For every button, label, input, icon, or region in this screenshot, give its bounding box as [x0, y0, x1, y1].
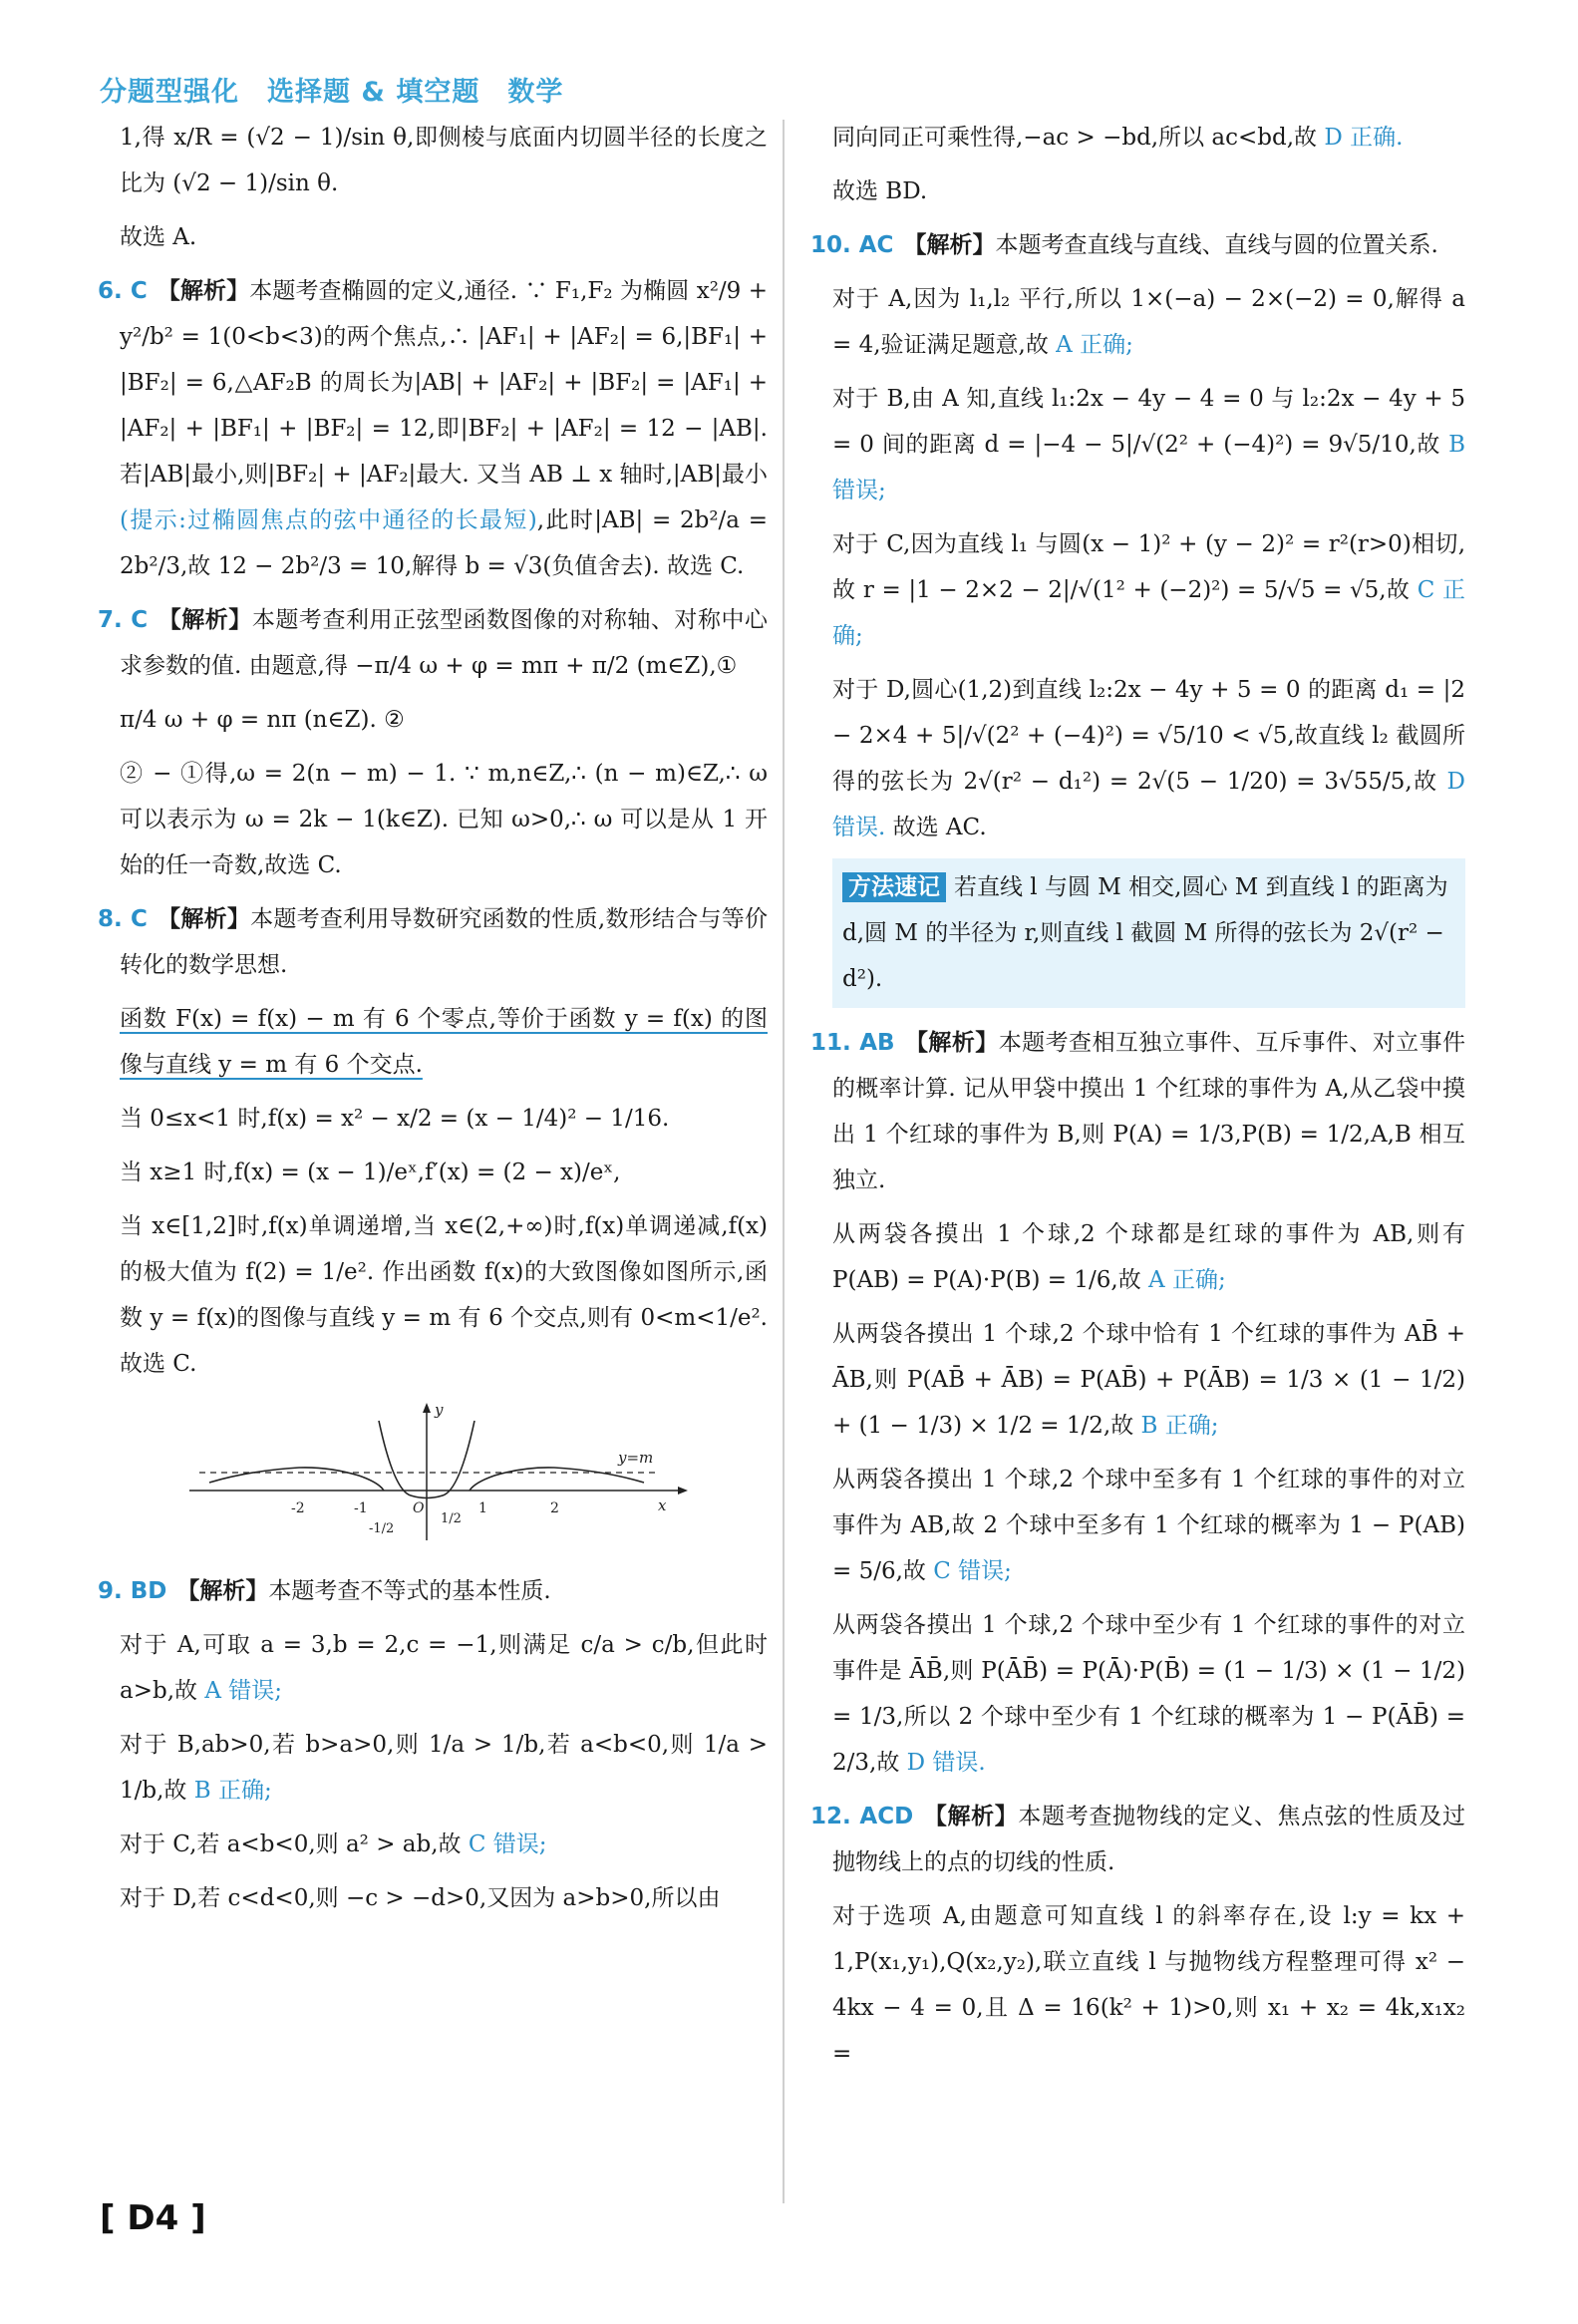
method-text: 若直线 l 与圆 M 相交,圆心 M 到直线 l 的距离为 d,圆 M 的半径为 r,则直线 l 截圆 M 所得的弦长为 2√(r² − d²). [842, 874, 1448, 992]
curve-right [470, 1468, 644, 1491]
method-tag: 方法速记 [842, 872, 946, 902]
q7-number: 7. C [98, 607, 149, 633]
method-box [832, 858, 1465, 1008]
x-label: x [658, 1496, 667, 1514]
q8-function-graph [179, 1401, 698, 1550]
q9-d-verdict: D 正确. [1324, 125, 1404, 151]
tick-2: 2 [550, 1500, 559, 1516]
q6-text: 本题考查椭圆的定义,通径. ∵ F₁,F₂ 为椭圆 x²/9 + y²/b² = 1(0<b<3)的两个焦点,∴ |AF₁| + |AF₂| = 6,|BF₁| + |BF₂| = 6,△AF₂B 的周长为|AB| + |AF₂| + |BF₂| = |AF₁| + |AF₂| + |BF₁| + |BF₂| = 12,即|BF₂| + |AF₂| = 12 − |AB|. 若|AB|最小,则|BF₂| + |AF₂|最大. 又当 AB ⊥ x 轴时,|AB|最小 [120, 278, 768, 488]
q11-a-text: 从两袋各摸出 1 个球,2 个球都是红球的事件为 AB,则有 P(AB) = P(A)·P(B) = 1/6,故 [832, 1221, 1465, 1293]
q10-b-verdict: B 错误; [832, 432, 1465, 503]
right-column [810, 115, 1466, 2085]
q10-c [832, 521, 1465, 659]
q9-b-verdict: B 正确; [193, 1778, 272, 1804]
q11-c-text: 从两袋各摸出 1 个球,2 个球中至多有 1 个红球的事件的对立事件为 AB,故 2 个球中至多有 1 个红球的概率为 1 − P(AB) = 5/6,故 [832, 1467, 1465, 1584]
q11-b-verdict: B 正确; [1140, 1413, 1219, 1439]
q11-b [832, 1311, 1465, 1449]
q10-d-text: 对于 D,圆心(1,2)到直线 l₂:2x − 4y + 5 = 0 的距离 d₁ = |2 − 2×4 + 5|/√(2² + (−4)²) = √5/10 < √5,故直线 l₂ 截圆所得的弦长为 2√(r² − d₁²) = 2√(5 − 1/20) = 3√55/5,故 [832, 677, 1465, 795]
q11-d [832, 1602, 1465, 1786]
q9-a-text: 对于 A,可取 a = 3,b = 2,c = −1,则满足 c/a > c/b,但此时 a>b,故 [120, 1632, 768, 1704]
q7-tag: 【解析】 [158, 606, 252, 633]
column-divider [783, 120, 785, 2203]
page-header: 分题型强化 选择题 & 填空题 数学 [100, 77, 564, 108]
q9-c-text: 对于 C,若 a<b<0,则 a² > ab,故 [120, 1831, 469, 1857]
q11-c-verdict: C 错误; [933, 1558, 1012, 1584]
y-label: y [435, 1401, 444, 1419]
q9-b-text: 对于 B,ab>0,若 b>a>0,则 1/a > 1/b,若 a<b<0,则 1/a > 1/b,故 [120, 1732, 768, 1804]
q9-continued [832, 115, 1465, 161]
q6-number: 6. C [98, 278, 148, 304]
q11 [810, 1020, 1466, 1203]
tick-half: 1/2 [441, 1511, 462, 1526]
q10-a [832, 276, 1465, 368]
q7-text-2: π/4 ω + φ = nπ (n∈Z). ② [120, 707, 405, 733]
q9-c [120, 1822, 768, 1867]
q8-text-1: 当 0≤x<1 时,f(x) = x² − x/2 = (x − 1/4)² − 1/16. [120, 1106, 670, 1132]
q6 [98, 268, 768, 589]
ym-label: y=m [618, 1449, 654, 1467]
y-axis-arrow [423, 1403, 431, 1413]
q6-tag: 【解析】 [157, 277, 250, 304]
q9-a [120, 1622, 768, 1714]
curve-left [209, 1468, 384, 1491]
q12-number: 12. ACD [810, 1804, 914, 1829]
q8-text-2: 当 x≥1 时,f(x) = (x − 1)/eˣ,f′(x) = (2 − x)/eˣ, [120, 1160, 621, 1185]
tick-1: 1 [478, 1500, 487, 1516]
q10-number: 10. AC [810, 232, 894, 258]
q10-answer: 故选 AC. [892, 815, 987, 840]
origin-label: O [413, 1500, 425, 1516]
tick-neg-half: -1/2 [369, 1521, 395, 1536]
intro-line: 1,得 x/R = (√2 − 1)/sin θ,即侧棱与底面内切圆半径的长度之比为 (√2 − 1)/sin θ. [120, 125, 768, 196]
q12-a: 对于选项 A,由题意可知直线 l 的斜率存在,设 l:y = kx + 1,P(x₁,y₁),Q(x₂,y₂),联立直线 l 与抛物线方程整理可得 x² − 4kx − 4 = 0,且 Δ = 16(k² + 1)>0,则 x₁ + x₂ = 4k,x₁x₂ = [832, 1903, 1465, 2067]
q9 [98, 1568, 768, 1614]
q9-tag: 【解析】 [176, 1577, 269, 1604]
q8-lead: 本题考查利用导数研究函数的性质,数形结合与等价转化的数学思想. [120, 906, 769, 978]
q6-tail: ,此时|AB| = 2b²/a = 2b²/3,故 12 − 2b²/3 = 10,解得 b = √3(负值舍去). 故选 C. [120, 507, 768, 579]
page-number: [ D4 ] [100, 2198, 206, 2238]
q6-hint: (提示:过椭圆焦点的弦中通径的长最短) [120, 507, 537, 533]
q8-tag: 【解析】 [157, 905, 251, 932]
q9-d [120, 1875, 768, 1921]
q10-c-text: 对于 C,因为直线 l₁ 与圆(x − 1)² + (y − 2)² = r²(r>0)相切,故 r = |1 − 2×2 − 2|/√(1² + (−2)²) = 5/√5 = √5,故 [832, 531, 1465, 603]
q9-answer: 故选 BD. [832, 178, 928, 204]
q9-a-verdict: A 错误; [204, 1678, 283, 1704]
q10-c-verdict: C 正确; [832, 577, 1465, 649]
q11-number: 11. AB [810, 1030, 895, 1056]
q7-text-1: 本题考查利用正弦型函数图像的对称轴、对称中心求参数的值. 由题意,得 −π/4 ω + φ = mπ + π/2 (m∈Z),① [120, 607, 769, 679]
q11-lead: 本题考查相互独立事件、互斥事件、对立事件的概率计算. 记从甲袋中摸出 1 个红球的事件为 A,从乙袋中摸出 1 个红球的事件为 B,则 P(A) = 1/3,P(B) = 1/2,A,B 相互独立. [832, 1030, 1466, 1193]
q11-b-text: 从两袋各摸出 1 个球,2 个球中恰有 1 个红球的事件为 AB̄ + ĀB,则 P(AB̄ + ĀB) = P(AB̄) + P(ĀB) = 1/3 × (1 − 1/2) + (1 − 1/3) × 1/2 = 1/2,故 [832, 1321, 1465, 1439]
q10-a-verdict: A 正确; [1056, 332, 1133, 358]
q11-tag: 【解析】 [904, 1029, 999, 1056]
q8 [98, 896, 769, 988]
q10-tag: 【解析】 [903, 231, 996, 258]
q10-d-verdict: D 错误. [832, 769, 1465, 840]
intro-answer: 故选 A. [120, 224, 197, 250]
q9-lead: 本题考查不等式的基本性质. [268, 1578, 551, 1604]
left-column [98, 115, 769, 1929]
q12 [810, 1794, 1466, 1885]
q8-text-3: 当 x∈[1,2]时,f(x)单调递增,当 x∈(2,+∞)时,f(x)单调递减,f(x)的极大值为 f(2) = 1/e². 作出函数 f(x)的大致图像如图所示,函数 y = f(x)的图像与直线 y = m 有 6 个交点,则有 0<m<1/e². 故选 C. [120, 1213, 768, 1377]
q12-tag: 【解析】 [923, 1803, 1019, 1829]
q11-a-verdict: A 正确; [1148, 1267, 1226, 1293]
q11-a [832, 1211, 1465, 1303]
q10-a-text: 对于 A,因为 l₁,l₂ 平行,所以 1×(−a) − 2×(−2) = 0,解得 a = 4,验证满足题意,故 [832, 286, 1465, 358]
q10 [810, 222, 1465, 268]
q12-lead: 本题考查抛物线的定义、焦点弦的性质及过抛物线上的点的切线的性质. [832, 1804, 1466, 1875]
q11-d-verdict: D 错误. [906, 1750, 986, 1776]
q11-c [832, 1457, 1465, 1594]
tick-neg1: -1 [354, 1500, 368, 1516]
q7 [98, 597, 769, 689]
q10-lead: 本题考查直线与直线、直线与圆的位置关系. [995, 232, 1438, 258]
q8-number: 8. C [98, 906, 148, 932]
q10-d [832, 667, 1465, 850]
tick-neg2: -2 [291, 1500, 305, 1516]
q9-d-text: 对于 D,若 c<d<0,则 −c > −d>0,又因为 a>b>0,所以由 [120, 1885, 721, 1911]
q10-b-text: 对于 B,由 A 知,直线 l₁:2x − 4y − 4 = 0 与 l₂:2x − 4y + 5 = 0 间的距离 d = |−4 − 5|/√(2² + (−4)²) = 9√5/10,故 [832, 386, 1465, 458]
q9-number: 9. BD [98, 1578, 167, 1604]
q7-text-3: ② − ①得,ω = 2(n − m) − 1. ∵ m,n∈Z,∴ (n − m)∈Z,∴ ω 可以表示为 ω = 2k − 1(k∈Z). 已知 ω>0,∴ ω 可以是从 1 开始的任一奇数,故选 C. [120, 761, 768, 878]
q11-d-text: 从两袋各摸出 1 个球,2 个球中至少有 1 个红球的事件的对立事件是 ĀB̄,则 P(ĀB̄) = P(Ā)·P(B̄) = (1 − 1/3) × (1 − 1/2) = 1/3,所以 2 个球中至少有 1 个红球的概率为 1 − P(ĀB̄) = 2/3,故 [832, 1612, 1465, 1776]
q9-c-verdict: C 错误; [468, 1831, 547, 1857]
x-axis-arrow [678, 1487, 688, 1494]
q9-d-text-cont: 同向同正可乘性得,−ac > −bd,所以 ac<bd,故 [832, 125, 1325, 151]
q10-b [832, 376, 1465, 513]
q9-b [120, 1722, 768, 1814]
q8-key-point: 函数 F(x) = f(x) − m 有 6 个零点,等价于函数 y = f(x) 的图像与直线 y = m 有 6 个交点. [120, 1006, 768, 1078]
